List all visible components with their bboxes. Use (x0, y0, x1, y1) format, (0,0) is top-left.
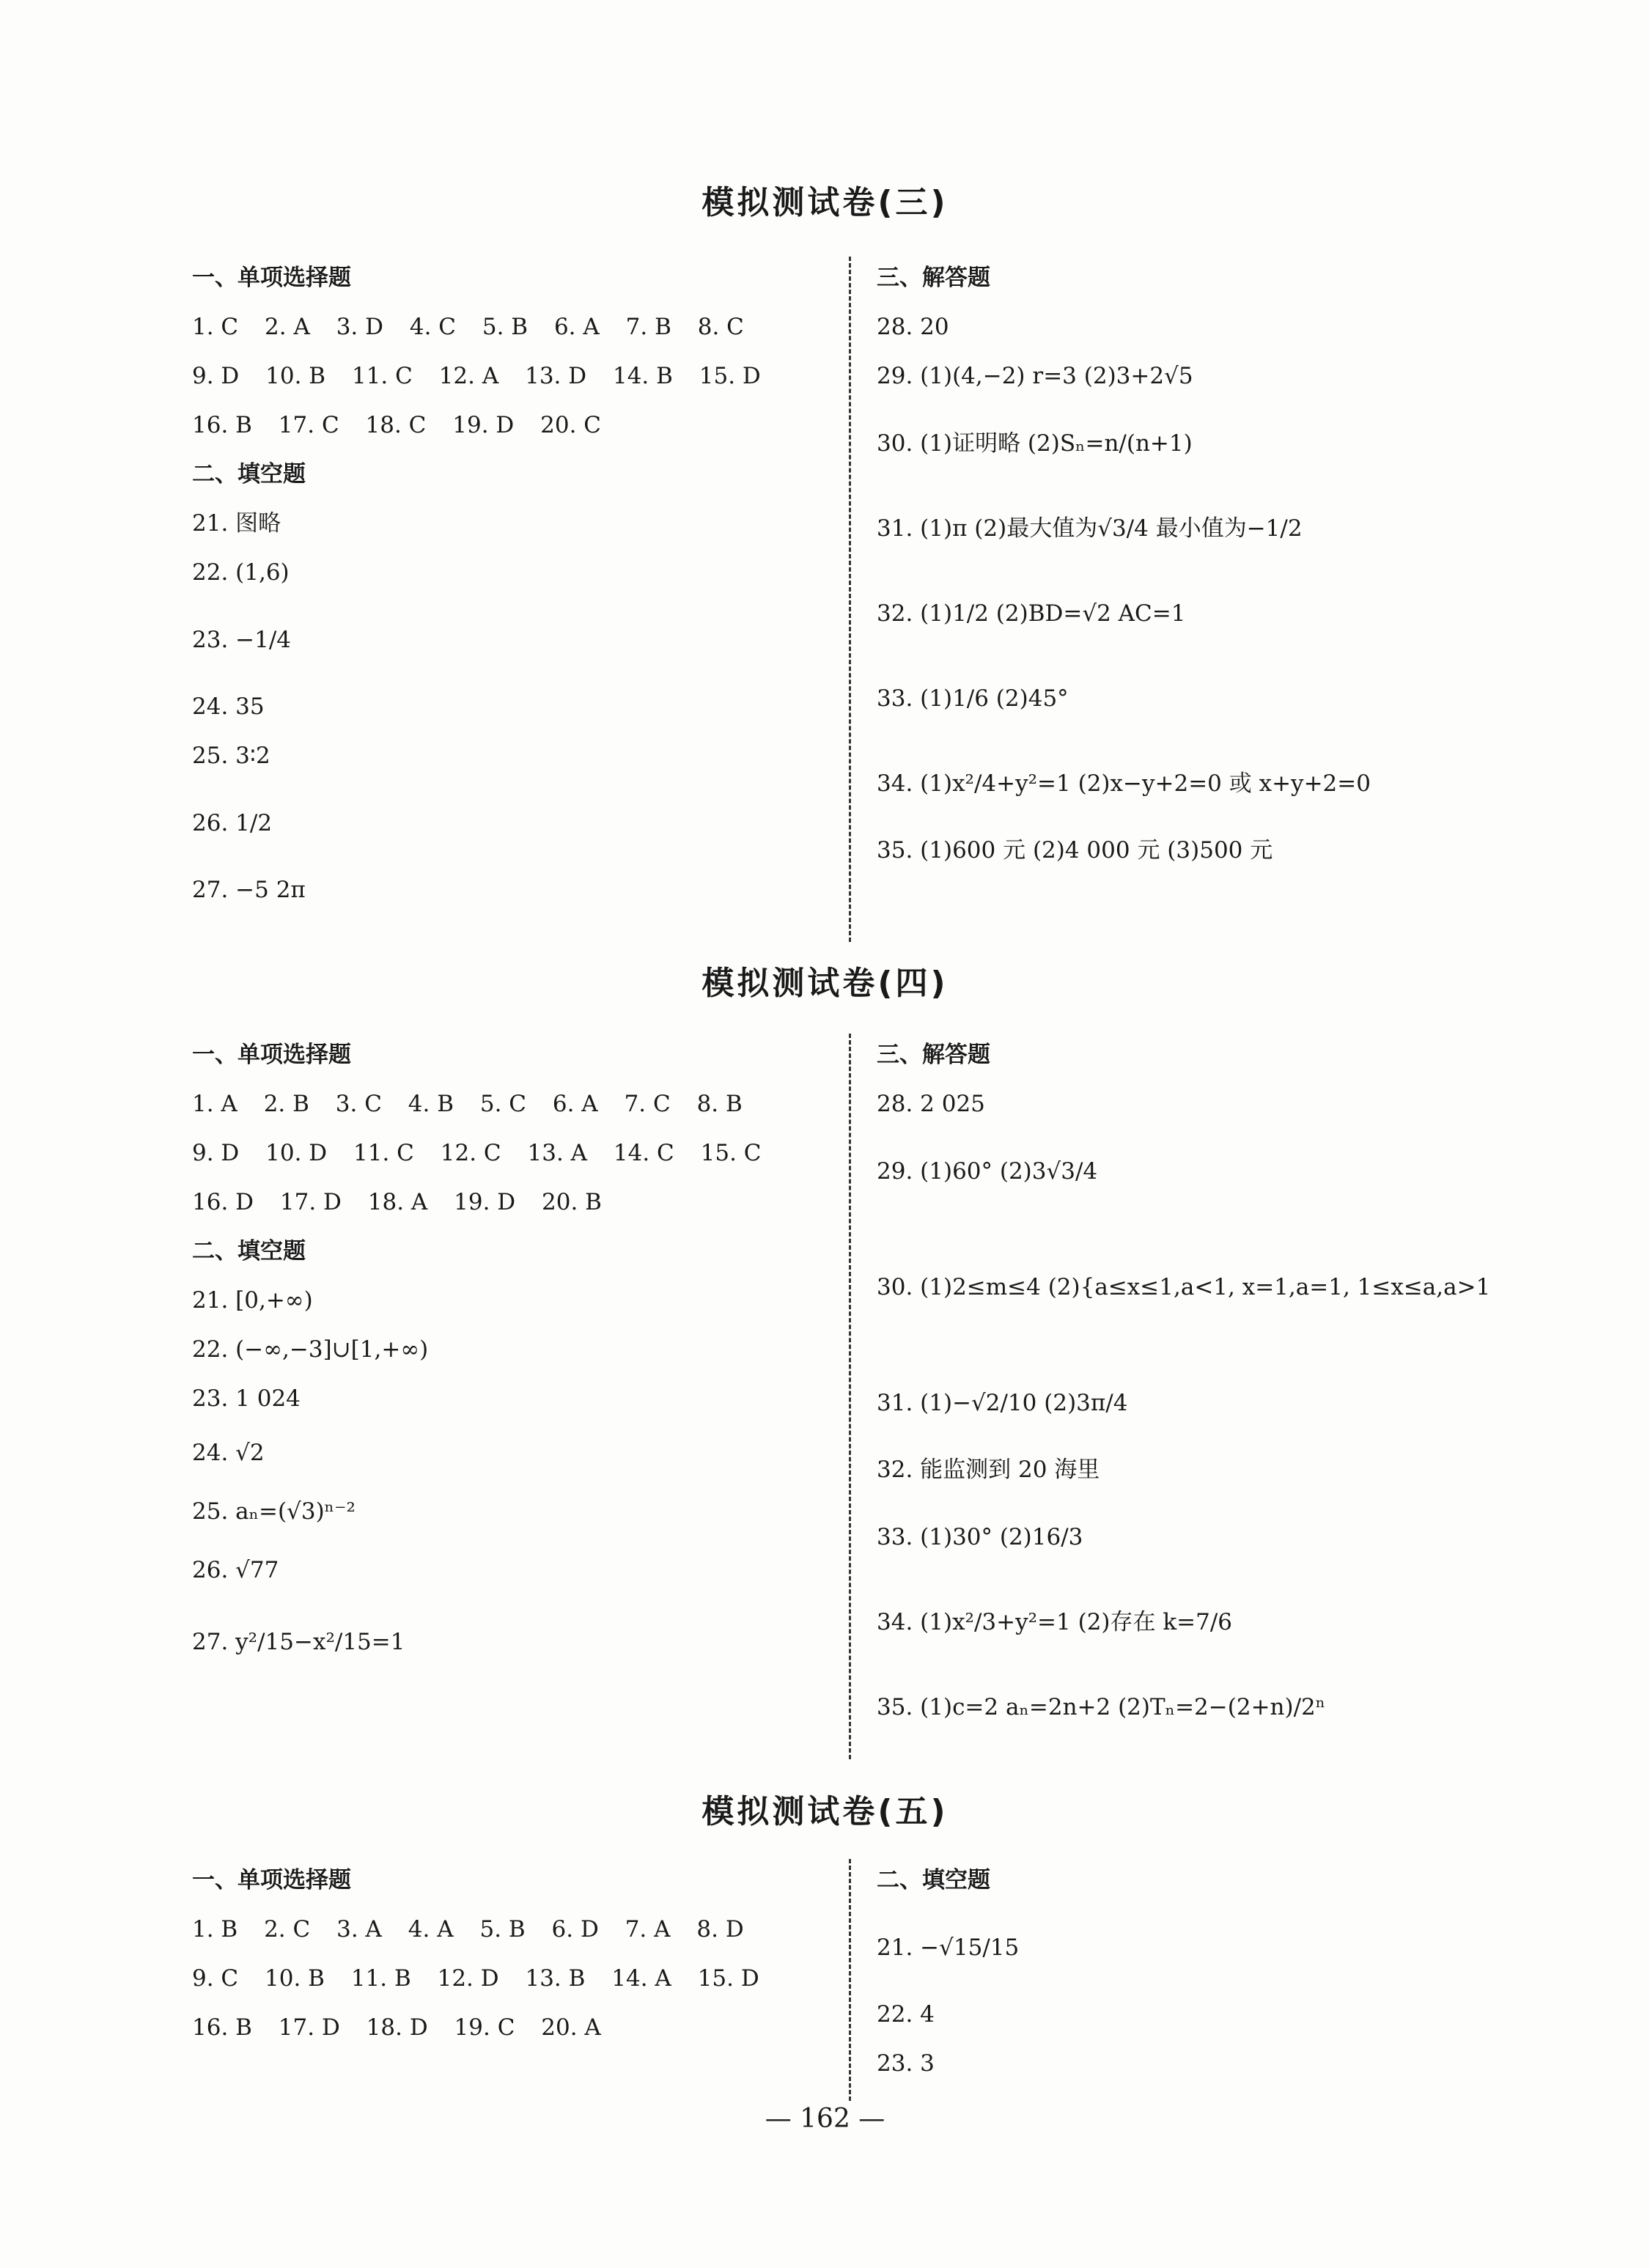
answer: 2. B (263, 1091, 309, 1117)
answer: 11. C (351, 363, 413, 389)
mcq-row (192, 2003, 808, 2052)
answer: 12. A (438, 363, 499, 389)
answer: 12. C (440, 1140, 501, 1166)
section-4-right-column (877, 1031, 1610, 1750)
answer: 17. D (279, 1189, 342, 1215)
heading-fill-blank: 二、填空题 (192, 1238, 306, 1264)
heading-fill-blank: 二、填空题 (877, 1867, 990, 1893)
answer-25: 25. aₙ=(√3)ⁿ⁻² (192, 1498, 356, 1525)
answer: 4. C (409, 314, 457, 340)
answer: 3. D (336, 314, 383, 340)
heading-solutions: 三、解答题 (877, 265, 990, 291)
column-divider (849, 257, 851, 942)
answer: 15. C (700, 1140, 762, 1166)
answer-24: 24. √2 (192, 1440, 265, 1466)
answer-35: 35. (1)c=2 aₙ=2n+2 (2)Tₙ=2−(2+n)/2ⁿ (877, 1694, 1326, 1720)
answer: 6. D (551, 1916, 599, 1943)
answer-27: 27. −5 2π (192, 877, 306, 903)
answer: 2. A (265, 314, 310, 340)
answer-22: 22. 4 (877, 2001, 935, 2028)
mcq-row (192, 1954, 808, 2003)
answer: 18. D (366, 2014, 428, 2041)
mcq-row (192, 1178, 808, 1227)
answer: 9. D (192, 363, 240, 389)
answer: 3. A (336, 1916, 382, 1943)
answer: 14. A (611, 1965, 671, 1992)
mcq-row (192, 1129, 808, 1178)
answer: 1. C (192, 314, 239, 340)
answer: 2. C (264, 1916, 311, 1943)
answer: 3. C (335, 1091, 382, 1117)
answer: 10. B (265, 363, 326, 389)
answer: 8. C (697, 314, 744, 340)
answer: 10. B (265, 1965, 325, 1992)
answer: 17. D (278, 2014, 340, 2041)
answer: 4. B (408, 1091, 454, 1117)
answer: 11. B (350, 1965, 411, 1992)
mcq-row (192, 1080, 808, 1129)
mcq-row (192, 303, 808, 352)
answer-22: 22. (1,6) (192, 559, 290, 586)
section-3-left-column (192, 254, 808, 915)
mcq-row (192, 401, 808, 450)
answer: 13. D (525, 363, 587, 389)
section-title-3: 模拟测试卷(三) (701, 184, 949, 221)
answer: 7. C (624, 1091, 671, 1117)
answer: 11. C (353, 1140, 414, 1166)
heading-single-choice: 一、单项选择题 (192, 265, 351, 291)
answer-26: 26. √77 (192, 1557, 279, 1583)
answer-29: 29. (1)(4,−2) r=3 (2)3+2√5 (877, 363, 1193, 389)
answer: 14. B (612, 363, 673, 389)
answer-29: 29. (1)60° (2)3√3/4 (877, 1158, 1098, 1185)
answer: 10. D (265, 1140, 328, 1166)
answer-21: 21. 图略 (192, 510, 281, 537)
page-number: — 162 — (765, 2104, 885, 2134)
answer: 13. A (527, 1140, 588, 1166)
answer-28: 28. 20 (877, 314, 949, 340)
section-title-4: 模拟测试卷(四) (701, 965, 949, 1002)
answer-35: 35. (1)600 元 (2)4 000 元 (3)500 元 (877, 837, 1273, 864)
answer-30: 30. (1)2≤m≤4 (2){a≤x≤1,a<1, x=1,a=1, 1≤x≤a,a>1 (877, 1274, 1491, 1300)
answer-21: 21. −√15/15 (877, 1934, 1020, 1961)
answer-27: 27. y²/15−x²/15=1 (192, 1629, 405, 1655)
answer: 6. A (553, 314, 600, 340)
answer: 5. B (482, 314, 528, 340)
answer-23: 23. 3 (877, 2050, 935, 2077)
answer-23: 23. 1 024 (192, 1385, 301, 1412)
answer: 1. A (192, 1091, 237, 1117)
column-divider (849, 1034, 851, 1759)
answer: 7. A (625, 1916, 671, 1943)
answer: 16. B (192, 412, 252, 438)
heading-single-choice: 一、单项选择题 (192, 1867, 351, 1893)
answer: 19. D (454, 1189, 516, 1215)
answer: 15. D (699, 363, 761, 389)
answer: 14. C (613, 1140, 674, 1166)
answer-24: 24. 35 (192, 693, 265, 720)
answer-31: 31. (1)−√2/10 (2)3π/4 (877, 1390, 1128, 1416)
answer: 13. B (525, 1965, 586, 1992)
answer-32: 32. (1)1/2 (2)BD=√2 AC=1 (877, 600, 1186, 627)
answer: 19. D (452, 412, 515, 438)
answer: 19. C (454, 2014, 515, 2041)
answer: 16. D (192, 1189, 254, 1215)
answer-26: 26. 1/2 (192, 810, 273, 836)
answer-34: 34. (1)x²/4+y²=1 (2)x−y+2=0 或 x+y+2=0 (877, 770, 1371, 797)
answer: 20. B (542, 1189, 602, 1215)
mcq-row (192, 352, 808, 401)
answer: 4. A (408, 1916, 454, 1943)
answer-28: 28. 2 025 (877, 1091, 985, 1117)
answer-33: 33. (1)30° (2)16/3 (877, 1524, 1083, 1550)
section-title-5: 模拟测试卷(五) (701, 1793, 949, 1830)
answer: 5. C (479, 1091, 527, 1117)
section-4-left-column (192, 1031, 808, 1685)
answer-31: 31. (1)π (2)最大值为√3/4 最小值为−1/2 (877, 515, 1303, 542)
answer: 9. C (192, 1965, 239, 1992)
answer: 17. C (278, 412, 339, 438)
answer: 8. B (696, 1091, 743, 1117)
answer: 20. A (541, 2014, 601, 2041)
answer: 15. D (697, 1965, 759, 1992)
answer: 8. D (696, 1916, 744, 1943)
heading-fill-blank: 二、填空题 (192, 461, 306, 487)
answer-23: 23. −1/4 (192, 627, 292, 653)
answer: 18. A (367, 1189, 428, 1215)
answer: 9. D (192, 1140, 240, 1166)
heading-single-choice: 一、单项选择题 (192, 1042, 351, 1068)
mcq-row (192, 1905, 808, 1954)
section-5-left-column (192, 1856, 808, 2052)
answer-30: 30. (1)证明略 (2)Sₙ=n/(n+1) (877, 430, 1193, 457)
answer: 7. B (625, 314, 671, 340)
answer: 1. B (192, 1916, 238, 1943)
answer: 16. B (192, 2014, 252, 2041)
answer-32: 32. 能监测到 20 海里 (877, 1457, 1100, 1483)
answer: 5. B (479, 1916, 526, 1943)
answer-33: 33. (1)1/6 (2)45° (877, 685, 1069, 712)
answer: 6. A (552, 1091, 598, 1117)
heading-solutions: 三、解答题 (877, 1042, 990, 1068)
column-divider (849, 1859, 851, 2101)
answer-34: 34. (1)x²/3+y²=1 (2)存在 k=7/6 (877, 1609, 1233, 1635)
answer: 20. C (540, 412, 602, 438)
answer: 12. D (437, 1965, 499, 1992)
section-5-right-column (877, 1856, 1610, 2088)
answer: 18. C (365, 412, 427, 438)
section-3-right-column (877, 254, 1610, 875)
answer-22: 22. (−∞,−3]∪[1,+∞) (192, 1336, 429, 1363)
answer-25: 25. 3∶2 (192, 743, 270, 769)
answer-21: 21. [0,+∞) (192, 1287, 313, 1314)
